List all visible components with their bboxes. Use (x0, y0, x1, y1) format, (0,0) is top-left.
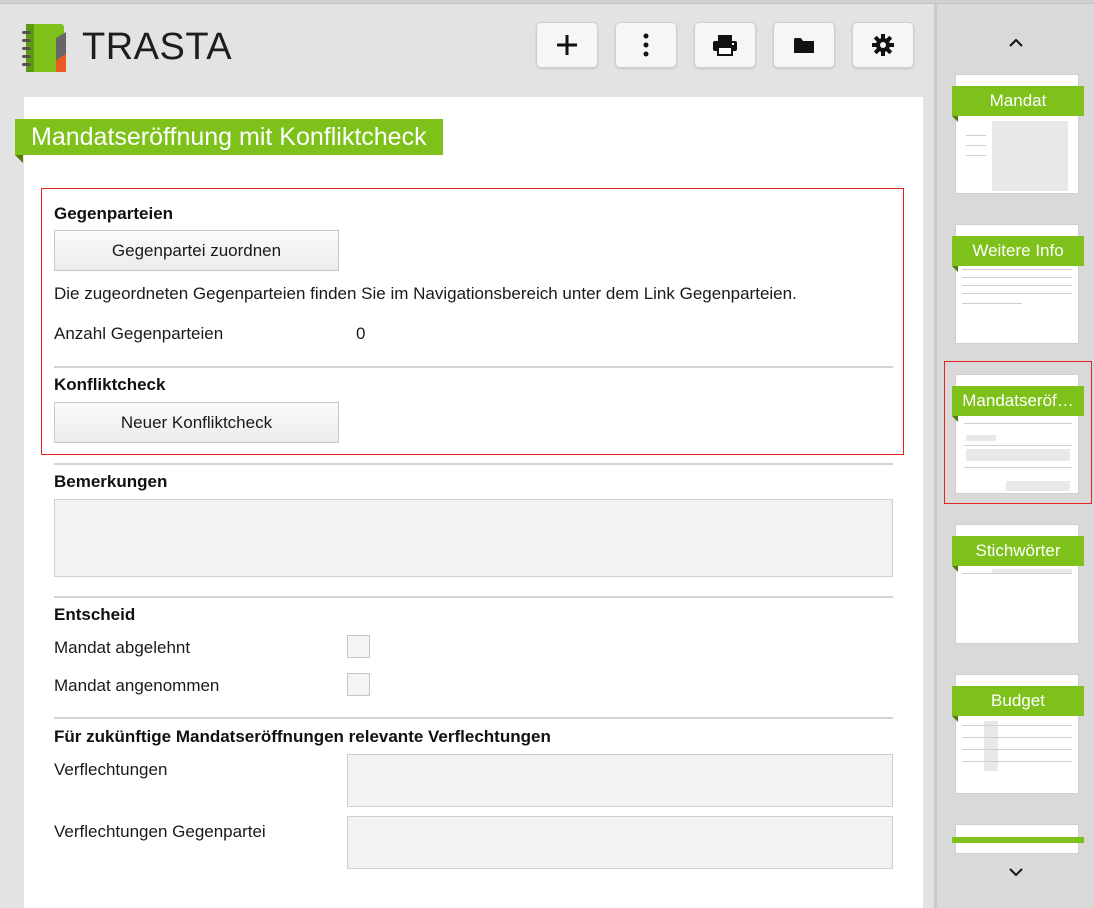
page-title: Mandatseröffnung mit Konfliktcheck (15, 119, 443, 155)
verflechtungen-gegenpartei-textarea[interactable] (347, 816, 893, 869)
partial-thumbnail-ribbon (952, 837, 1084, 843)
page-thumbnail-label: Weitere Info (952, 236, 1084, 266)
mandat-abgelehnt-checkbox[interactable] (347, 635, 370, 658)
settings-button[interactable] (852, 22, 914, 68)
thumb-ribbon-fold (952, 116, 958, 122)
verflechtungen-gegenpartei-label: Verflechtungen Gegenpartei (54, 822, 266, 841)
scroll-down-button[interactable] (937, 852, 1094, 892)
anzahl-gegenparteien-label: Anzahl Gegenparteien (54, 324, 224, 343)
mandat-angenommen-checkbox[interactable] (347, 673, 370, 696)
thumb-ribbon-fold (952, 416, 958, 422)
chevron-up-icon (1009, 38, 1023, 47)
plus-icon (556, 34, 578, 56)
bemerkungen-textarea[interactable] (54, 499, 893, 577)
neuer-konfliktcheck-button[interactable]: Neuer Konfliktcheck (54, 402, 339, 443)
more-options-button[interactable] (615, 22, 677, 68)
mandat-abgelehnt-label: Mandat abgelehnt (54, 638, 191, 657)
page-thumbnail-label: Mandat (952, 86, 1084, 116)
verflechtungen-label: Verflechtungen (54, 760, 168, 779)
chevron-down-icon (1009, 868, 1023, 877)
vertical-ellipsis-icon (643, 33, 649, 57)
entscheid-heading: Entscheid (54, 605, 136, 624)
print-button[interactable] (694, 22, 756, 68)
scroll-up-button[interactable] (937, 22, 1094, 62)
folder-icon (793, 36, 815, 54)
konfliktcheck-heading: Konfliktcheck (54, 375, 166, 394)
section-divider (54, 463, 893, 465)
bemerkungen-heading: Bemerkungen (54, 472, 168, 491)
trasta-logo-icon (18, 22, 70, 74)
page-thumbnail-label: Budget (952, 686, 1084, 716)
app-name: TRASTA (82, 26, 233, 68)
thumb-ribbon-fold (952, 566, 958, 572)
page-thumbnail-label: Stichwörter (952, 536, 1084, 566)
section-divider (54, 596, 893, 598)
section-divider (54, 366, 893, 368)
printer-icon (712, 34, 738, 56)
title-ribbon-fold (15, 155, 23, 163)
gegenpartei-zuordnen-button[interactable]: Gegenpartei zuordnen (54, 230, 339, 271)
gegenparteien-heading: Gegenparteien (54, 204, 174, 223)
gear-icon (872, 34, 894, 56)
verflechtungen-textarea[interactable] (347, 754, 893, 807)
page-navigator (934, 4, 1094, 908)
section-divider (54, 717, 893, 719)
anzahl-gegenparteien-value: 0 (356, 324, 366, 343)
header (0, 4, 932, 90)
thumb-ribbon-fold (952, 266, 958, 272)
mandat-angenommen-label: Mandat angenommen (54, 676, 220, 695)
verflechtungen-heading: Für zukünftige Mandatseröffnungen relevante Verflechtungen (54, 727, 551, 746)
page-thumbnail-label: Mandatseröf… (952, 386, 1084, 416)
folder-button[interactable] (773, 22, 835, 68)
thumb-ribbon-fold (952, 716, 958, 722)
add-button[interactable] (536, 22, 598, 68)
gegenparteien-info-text: Die zugeordneten Gegenparteien finden Sie im Navigationsbereich unter dem Link Gegenparteien. (54, 284, 797, 303)
